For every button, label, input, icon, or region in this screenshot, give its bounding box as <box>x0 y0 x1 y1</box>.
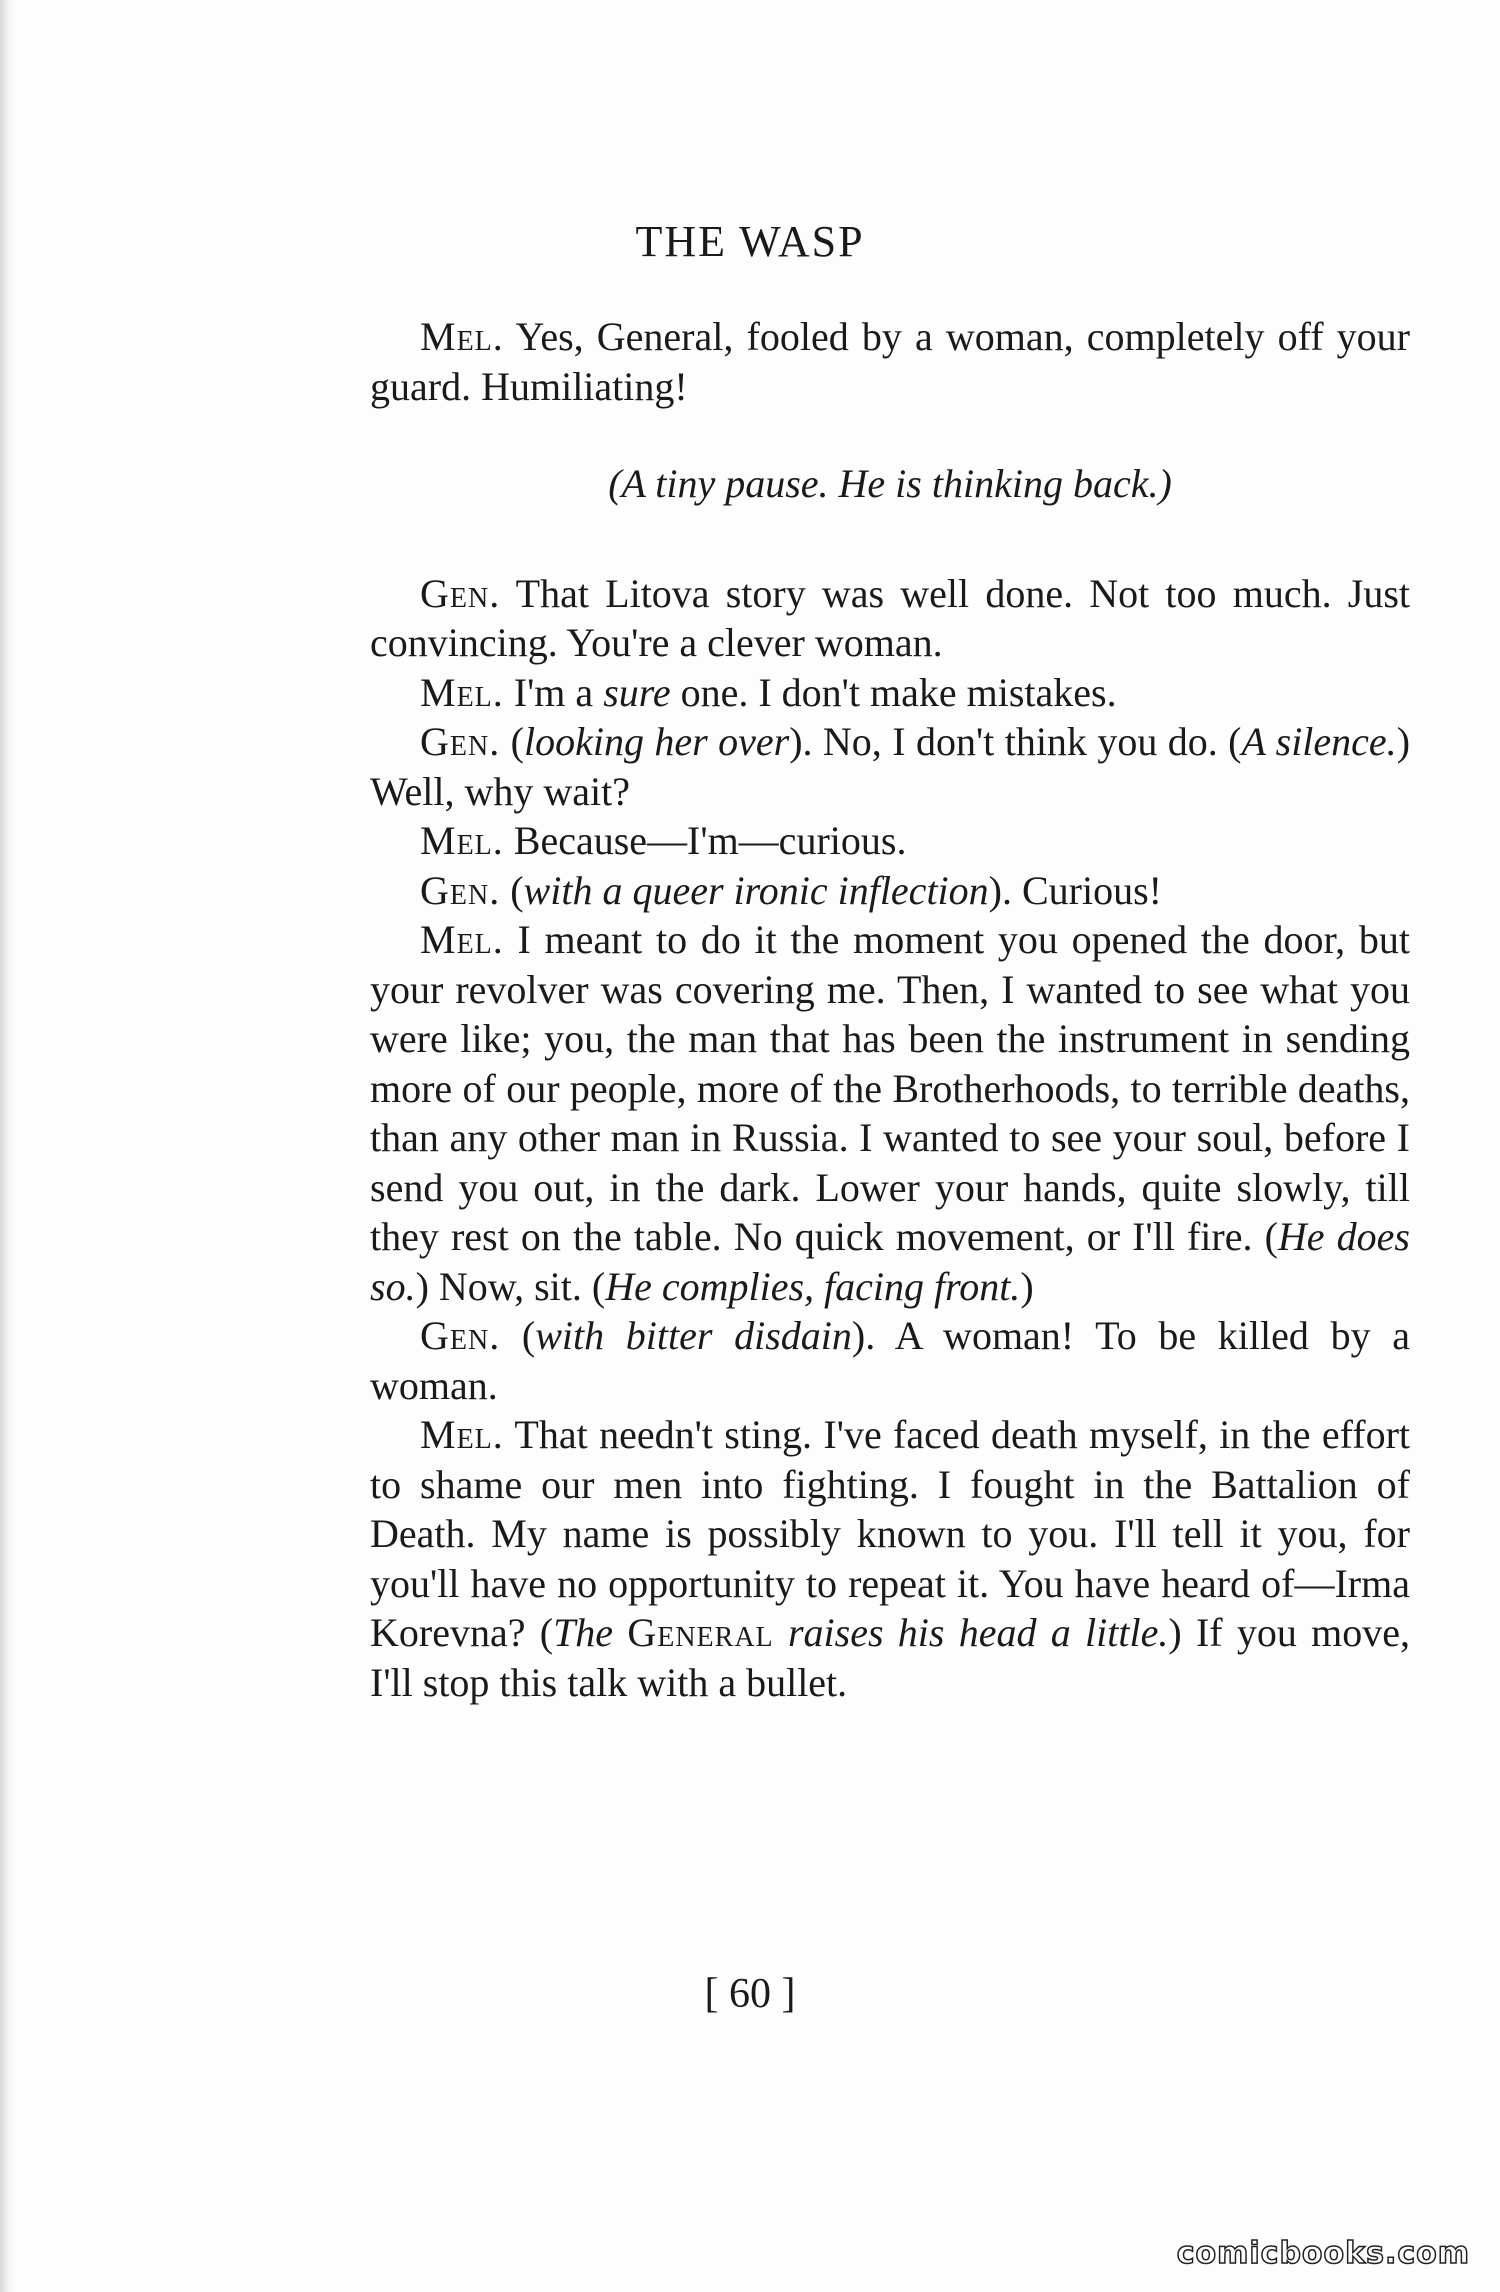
stage-direction: He complies, facing front. <box>605 1263 1021 1309</box>
stage-direction: sure <box>603 669 671 715</box>
dialogue-paragraph <box>370 866 1410 916</box>
stage-direction-paragraph <box>370 459 1410 509</box>
dialogue-text: ( <box>500 719 524 764</box>
speaker-name: Gen. <box>420 1313 501 1358</box>
dialogue-text: ) <box>1020 1263 1034 1309</box>
dialogue-text: (A tiny pause. He is thinking back.) <box>608 461 1172 506</box>
speaker-name: Gen. <box>420 867 501 913</box>
dialogue-text: ) Now, sit. ( <box>415 1263 606 1309</box>
stage-direction: The <box>553 1610 628 1655</box>
dialogue-paragraph <box>370 717 1410 816</box>
watermark-logo: comicbooks.com <box>1176 2236 1470 2271</box>
play-text-block <box>370 312 1410 1707</box>
dialogue-paragraph <box>370 312 1410 411</box>
stage-direction: looking her over <box>523 719 790 764</box>
page-number: [ 60 ] <box>704 1971 796 2017</box>
speaker-name: Gen. <box>420 570 501 616</box>
dialogue-text: Because—I'm—curious. <box>503 818 907 863</box>
speaker-name: Gen. <box>420 719 501 764</box>
stage-direction: A silence. <box>1241 719 1397 764</box>
dialogue-text: That Litova story was well done. Not too much. Just convincing. You're a clever woman. <box>370 570 1410 665</box>
dialogue-text: ). No, I don't think you do. ( <box>789 719 1242 764</box>
stage-direction: He does so. <box>370 1214 1410 1309</box>
stage-direction: raises his head a little. <box>773 1610 1169 1655</box>
dialogue-paragraph <box>370 1311 1410 1410</box>
dialogue-paragraph <box>370 668 1410 718</box>
speaker-name: Mel. <box>420 1412 504 1457</box>
stage-direction: with a queer ironic inflection <box>523 867 989 913</box>
dialogue-text: I meant to do it the moment you opened the door, but your revolver was covering me. Then, I wanted to see what you were like; you, the man that has been the instrument in sending more of our people, more of the Brotherhoods, to terrible deaths, than any other man in Russia. I wanted to see your soul, before I send you out, in the dark. Lower your hands, quite slowly, till they rest on the table. No quick movement, or I'll fire. ( <box>370 917 1410 1259</box>
running-head: THE WASP <box>635 217 865 266</box>
speaker-name: Mel. <box>420 314 504 359</box>
dialogue-text: Yes, General, fooled by a woman, completely off your guard. Humiliating! <box>370 314 1410 409</box>
dialogue-text: ( <box>500 867 524 913</box>
dialogue-text: I'm a <box>503 669 604 715</box>
dialogue-paragraph <box>370 1410 1410 1707</box>
dialogue-paragraph <box>370 915 1410 1311</box>
speaker-name: Mel. <box>420 669 504 715</box>
stage-direction: with bitter disdain <box>535 1313 852 1358</box>
dialogue-text: ). Curious! <box>988 867 1162 913</box>
dialogue-text: That needn't sting. I've faced death myself, in the effort to shame our men into fighting. I fought in the Battalion of Death. My name is possibly known to you. I'll tell it you, for you'll have no opportunity to repeat it. You have heard of—Irma Korevna? ( <box>370 1412 1410 1655</box>
dialogue-paragraph <box>370 816 1410 866</box>
dialogue-text: one. I don't make mistakes. <box>670 669 1117 715</box>
dialogue-text: ). A woman! To be killed by a woman. <box>370 1313 1411 1408</box>
dialogue-text: ) If you move, I'll stop this talk with a bullet. <box>370 1610 1411 1705</box>
dialogue-text: ( <box>500 1313 536 1358</box>
dialogue-paragraph <box>370 569 1410 668</box>
page-gutter-shadow <box>0 0 14 2292</box>
speaker-name: Mel. <box>420 818 504 863</box>
dialogue-text: ) Well, why wait? <box>370 719 1411 814</box>
speaker-name: Mel. <box>420 917 504 962</box>
speaker-name: General <box>627 1610 774 1655</box>
